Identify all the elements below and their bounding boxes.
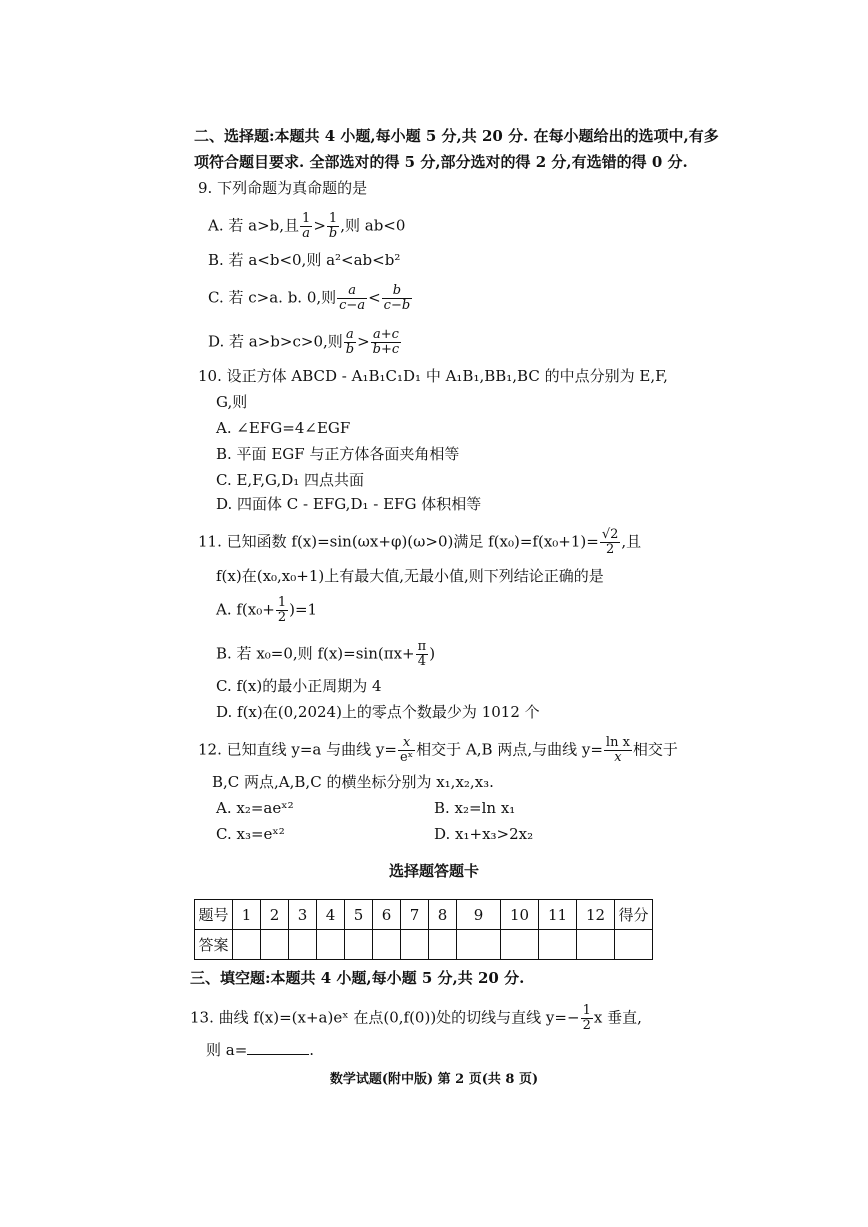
answer-cell[interactable]: [233, 930, 261, 960]
numerator: 1: [277, 595, 287, 610]
denominator: c−a: [339, 298, 366, 313]
numerator: √2: [601, 527, 619, 542]
question-13-stem-line2: [206, 1040, 314, 1060]
numerator: b: [382, 284, 413, 299]
question-9-option-c: [208, 284, 413, 313]
numerator: x: [398, 736, 415, 751]
question-12-stem-line2: B,C 两点,A,B,C 的横坐标分别为 x₁,x₂,x₃.: [212, 773, 494, 791]
row-answer-label: 答案: [195, 930, 233, 960]
question-10-option-a: A. ∠EFG=4∠EGF: [216, 419, 351, 437]
question-13-stem-line1: [190, 1004, 642, 1033]
option-a-tail: )=1: [289, 600, 318, 619]
numerator: π: [417, 639, 427, 654]
numerator: a+c: [371, 328, 402, 343]
answer-cell[interactable]: [261, 930, 289, 960]
question-number-cell: 1: [233, 900, 261, 930]
section-2-header-line2: 项符合题目要求. 全部选对的得 5 分,部分选对的得 2 分,有选错的得 0 分.: [194, 153, 688, 171]
operator: >: [313, 216, 326, 235]
question-12-option-b: B. x₂=ln x₁: [434, 799, 516, 817]
question-12-option-c: C. x₃=eˣ²: [216, 825, 285, 843]
denominator: c−b: [383, 298, 411, 313]
option-a-text: A. f(x₀+: [216, 600, 275, 619]
question-12-stem-line1: [198, 736, 678, 765]
score-cell[interactable]: [615, 930, 653, 960]
fraction: [604, 736, 632, 765]
answer-card-number-row: [195, 900, 653, 930]
denominator: b: [345, 342, 355, 357]
score-header-cell: 得分: [615, 900, 653, 930]
section-3-header: 三、填空题:本题共 4 小题,每小题 5 分,共 20 分.: [190, 969, 525, 987]
answer-cell[interactable]: [401, 930, 429, 960]
question-9-stem: 9. 下列命题为真命题的是: [198, 179, 368, 197]
denominator: 2: [605, 542, 615, 557]
fraction: [398, 736, 415, 765]
question-11-stem-line2: f(x)在(x₀,x₀+1)上有最大值,无最小值,则下列结论正确的是: [216, 567, 604, 585]
question-number-cell: 5: [345, 900, 373, 930]
row-header-label: 题号: [195, 900, 233, 930]
question-9-option-a: [208, 212, 405, 241]
denominator: 4: [417, 654, 427, 669]
denominator: 2: [582, 1018, 591, 1033]
option-a-tail: ,则 ab<0: [340, 216, 406, 235]
denominator: a: [302, 226, 311, 241]
question-number-cell: 8: [429, 900, 457, 930]
numerator: 1: [327, 212, 339, 227]
question-10-option-b: B. 平面 EGF 与正方体各面夹角相等: [216, 445, 460, 463]
option-b-text: B. 若 x₀=0,则 f(x)=sin(πx+: [216, 644, 415, 663]
answer-cell[interactable]: [577, 930, 615, 960]
answer-cell[interactable]: [317, 930, 345, 960]
fraction: [416, 640, 429, 669]
question-number-cell: 12: [577, 900, 615, 930]
answer-card-answer-row: [195, 930, 653, 960]
numerator: 1: [302, 211, 311, 226]
answer-cell[interactable]: [345, 930, 373, 960]
question-11-option-a: [216, 596, 317, 625]
fraction: [344, 328, 356, 357]
answer-cell[interactable]: [289, 930, 317, 960]
answer-cell[interactable]: [501, 930, 539, 960]
question-number-cell: 3: [289, 900, 317, 930]
question-11-option-d: D. f(x)在(0,2024)上的零点个数最少为 1012 个: [216, 703, 540, 721]
denominator: b: [328, 226, 338, 241]
answer-prompt: 则 a=: [206, 1041, 248, 1059]
question-number-cell: 2: [261, 900, 289, 930]
question-9-option-d: [208, 328, 402, 357]
option-a-text: A. 若 a>b,且: [208, 216, 300, 235]
stem-text: 11. 已知函数 f(x)=sin(ωx+φ)(ω>0)满足 f(x₀)=f(x₀+1)=: [198, 532, 599, 551]
answer-cell[interactable]: [373, 930, 401, 960]
stem-tail: x 垂直,: [593, 1008, 642, 1027]
question-11-option-b: [216, 640, 435, 669]
numerator: 1: [582, 1003, 591, 1018]
denominator: eˣ: [399, 750, 414, 765]
option-b-tail: ): [429, 644, 436, 663]
question-11-option-c: C. f(x)的最小正周期为 4: [216, 677, 382, 695]
question-12-option-a: A. x₂=aeˣ²: [216, 799, 294, 817]
fraction: [382, 284, 413, 313]
question-number-cell: 11: [539, 900, 577, 930]
question-11-stem-line1: [198, 528, 641, 557]
question-number-cell: 6: [373, 900, 401, 930]
denominator: b+c: [372, 342, 400, 357]
stem-tail: ,且: [621, 532, 642, 551]
page-footer: 数学试题(附中版) 第 2 页(共 8 页): [329, 1072, 539, 1087]
stem-tail: 相交于: [632, 740, 678, 759]
question-10-option-d: D. 四面体 C - EFG,D₁ - EFG 体积相等: [216, 495, 482, 513]
answer-cell[interactable]: [429, 930, 457, 960]
question-9-option-b: B. 若 a<b<0,则 a²<ab<b²: [208, 251, 401, 269]
section-2-header-line1: 二、选择题:本题共 4 小题,每小题 5 分,共 20 分. 在每小题给出的选项中,有多: [194, 127, 719, 145]
question-10-stem-line2: G,则: [216, 393, 248, 411]
option-c-text: C. 若 c>a. b. 0,则: [208, 288, 337, 307]
stem-text: 13. 曲线 f(x)=(x+a)eˣ 在点(0,f(0))处的切线与直线 y=−: [190, 1008, 580, 1027]
answer-cell[interactable]: [539, 930, 577, 960]
numerator: ln x: [605, 735, 630, 750]
question-10-option-c: C. E,F,G,D₁ 四点共面: [216, 471, 365, 489]
fraction: [581, 1004, 593, 1033]
question-10-stem-line1: 10. 设正方体 ABCD - A₁B₁C₁D₁ 中 A₁B₁,BB₁,BC 的中点分别为 E,F,: [198, 367, 668, 385]
fraction: [300, 212, 312, 241]
fraction: [600, 528, 621, 557]
numerator: a: [344, 328, 356, 343]
answer-card-title: 选择题答题卡: [388, 862, 479, 880]
question-number-cell: 10: [501, 900, 539, 930]
operator: <: [368, 288, 381, 307]
answer-blank[interactable]: [247, 1040, 309, 1055]
stem-middle: 相交于 A,B 两点,与曲线 y=: [416, 740, 603, 759]
fraction: [276, 596, 288, 625]
fraction: [327, 212, 339, 241]
question-12-option-d: D. x₁+x₃>2x₂: [434, 825, 534, 843]
stem-text: 12. 已知直线 y=a 与曲线 y=: [198, 740, 397, 759]
question-number-cell: 7: [401, 900, 429, 930]
answer-card-table: [194, 899, 653, 960]
answer-cell[interactable]: [457, 930, 501, 960]
numerator: a: [337, 284, 367, 299]
operator: >: [357, 332, 370, 351]
question-number-cell: 9: [457, 900, 501, 930]
question-number-cell: 4: [317, 900, 345, 930]
denominator: x: [614, 750, 622, 765]
denominator: 2: [277, 610, 287, 625]
fraction: [337, 284, 367, 313]
fraction: [371, 328, 402, 357]
period: .: [309, 1041, 315, 1059]
option-d-text: D. 若 a>b>c>0,则: [208, 332, 343, 351]
